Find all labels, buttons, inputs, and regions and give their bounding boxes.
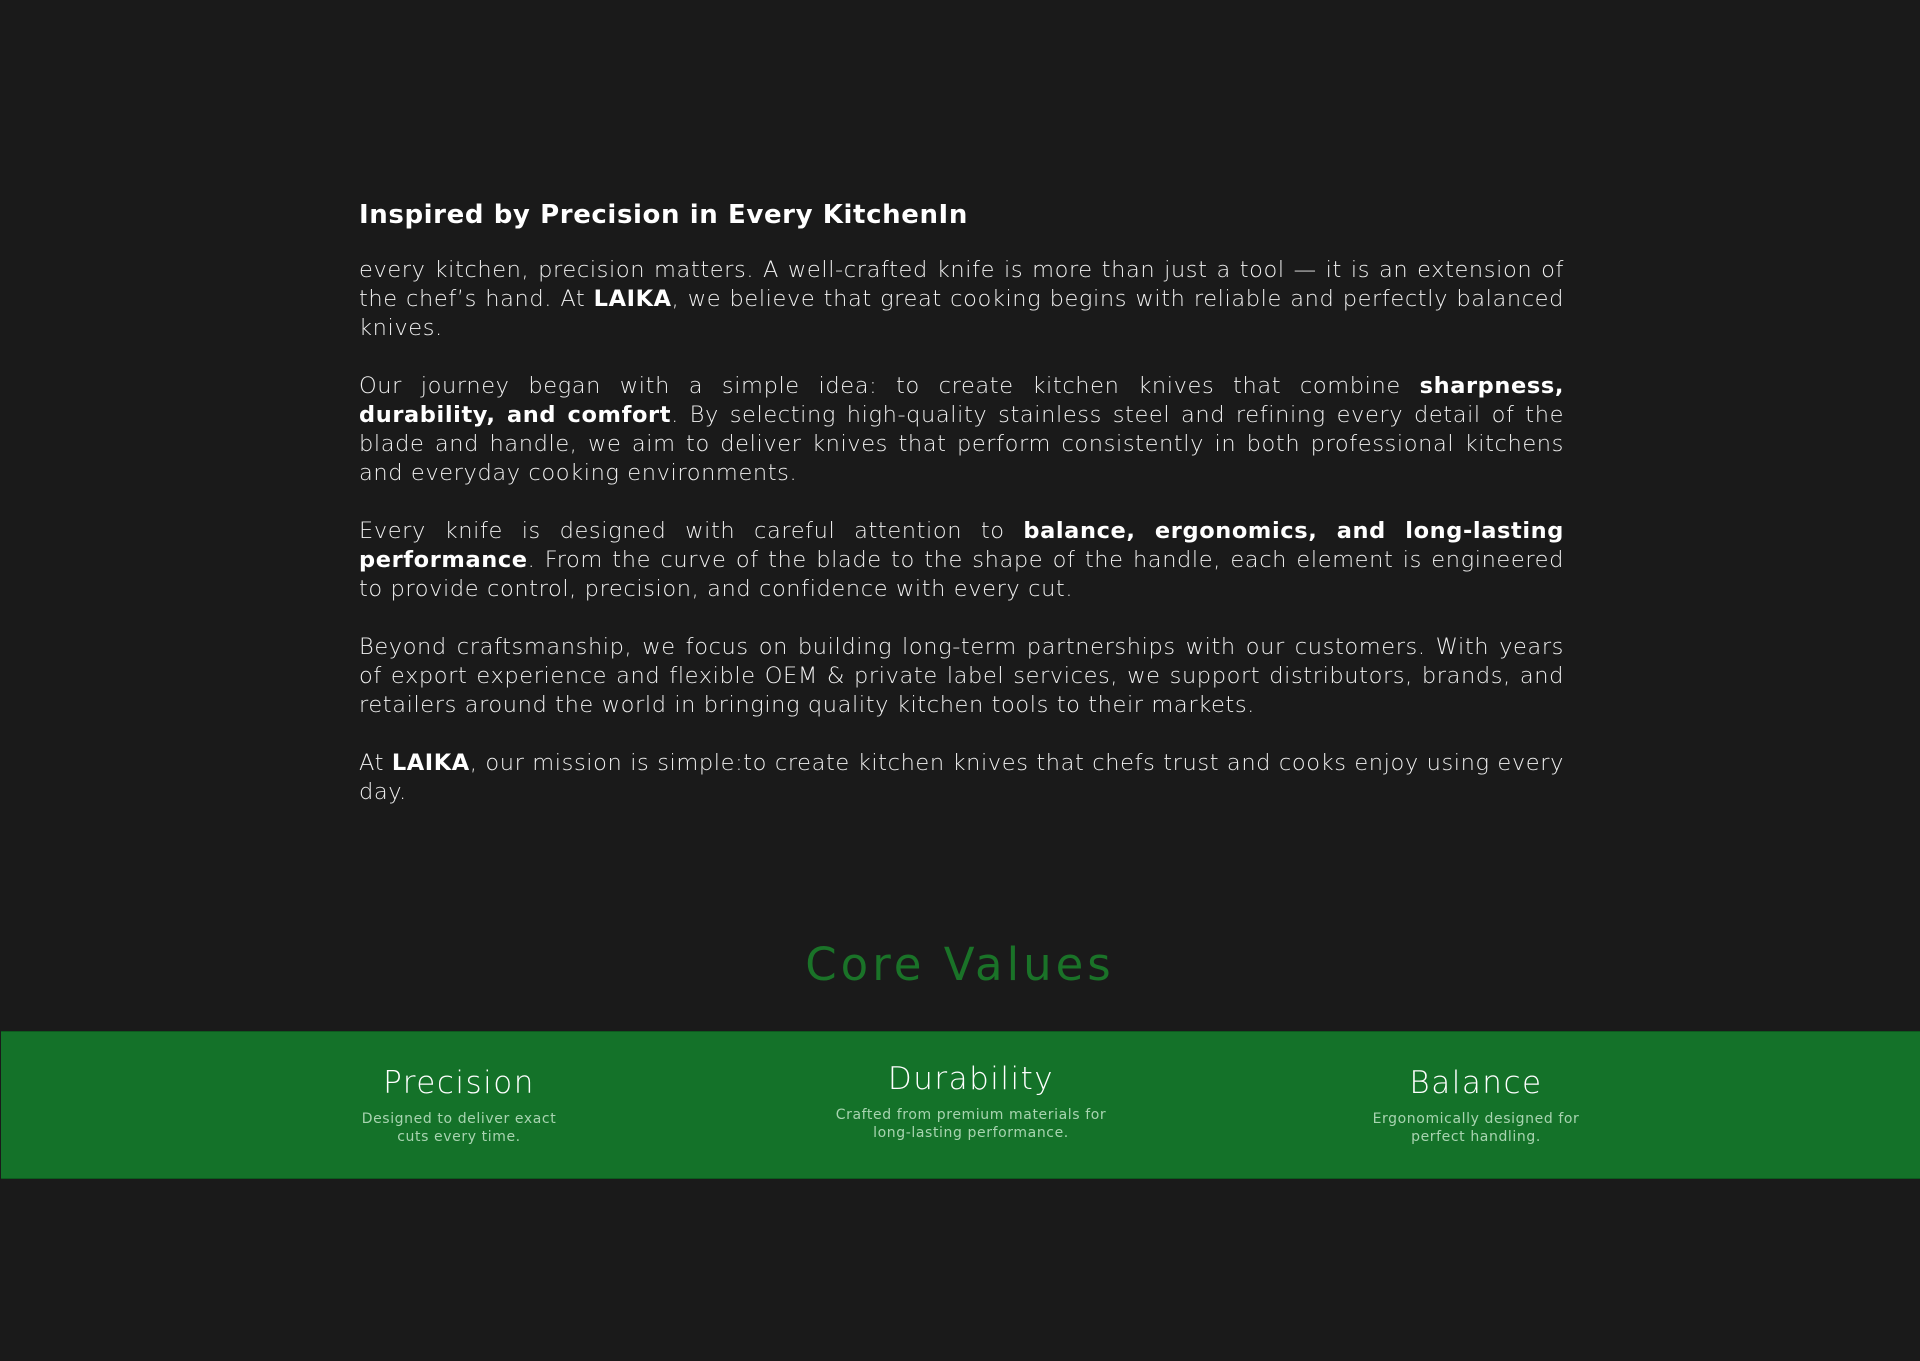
core-value-description xyxy=(811,1106,1131,1142)
about-paragraph xyxy=(359,749,1564,807)
core-value-precision xyxy=(339,1064,579,1146)
emphasis-text: sharpness, durability, and comfort xyxy=(359,373,1564,428)
description-line: cuts every time. xyxy=(397,1129,521,1145)
paragraph-text: . By selecting high-quality stainless steel and refining every detail of the blade and handle, we aim to deliver knives that perform consistently in both professional kitchens and everyday cooking environments. xyxy=(359,402,1565,486)
paragraph-text: At xyxy=(359,750,392,776)
description-line: Crafted from premium materials for xyxy=(835,1107,1107,1123)
description-line: Designed to deliver exact xyxy=(361,1111,557,1127)
about-paragraph xyxy=(359,372,1564,488)
paragraph-text: , we believe that great cooking begins with reliable and perfectly balanced knives. xyxy=(359,286,1564,341)
core-value-title: Balance xyxy=(1409,1065,1543,1101)
core-value-balance xyxy=(1346,1064,1606,1146)
about-paragraph xyxy=(359,256,1564,343)
paragraph-text: Our journey began with a simple idea: to create kitchen knives that combine xyxy=(359,373,1420,399)
about-section xyxy=(359,198,1564,807)
emphasis-text: balance, ergonomics, and long-lasting performance xyxy=(359,518,1564,573)
brand-name: LAIKA xyxy=(391,750,470,776)
core-value-durability xyxy=(811,1060,1131,1142)
description-line: perfect handling. xyxy=(1411,1129,1541,1145)
description-line: long-lasting performance. xyxy=(873,1125,1069,1141)
paragraph-text: , our mission is simple:to create kitchen knives that chefs trust and cooks enjoy using every day. xyxy=(359,750,1564,805)
paragraph-text: Every knife is designed with careful attention to xyxy=(359,518,1024,544)
core-value-title: Precision xyxy=(383,1065,535,1101)
about-paragraph xyxy=(359,517,1564,604)
paragraph-text: Beyond craftsmanship, we focus on building long-term partnerships with our customers. With years of export experience and flexible OEM & private label services, we support distributors, brands, and retailers around the world in bringing quality kitchen tools to their markets. xyxy=(359,634,1564,718)
about-title: Inspired by Precision in Every KitchenIn xyxy=(359,200,968,230)
paragraph-text: . From the curve of the blade to the shape of the handle, each element is engineered to provide control, precision, and confidence with every cut. xyxy=(359,547,1564,602)
paragraph-text: every kitchen, precision matters. A well-crafted knife is more than just a tool — it is an extension of the chef’s hand. At xyxy=(359,257,1564,312)
about-paragraph xyxy=(359,633,1564,720)
core-values-title: Core Values xyxy=(805,938,1115,991)
core-value-description xyxy=(339,1110,579,1146)
brand-name: LAIKA xyxy=(593,286,672,312)
description-line: Ergonomically designed for xyxy=(1372,1111,1580,1127)
core-value-description xyxy=(1346,1110,1606,1146)
core-values-band xyxy=(1,1031,1920,1179)
core-value-title: Durability xyxy=(887,1061,1055,1097)
